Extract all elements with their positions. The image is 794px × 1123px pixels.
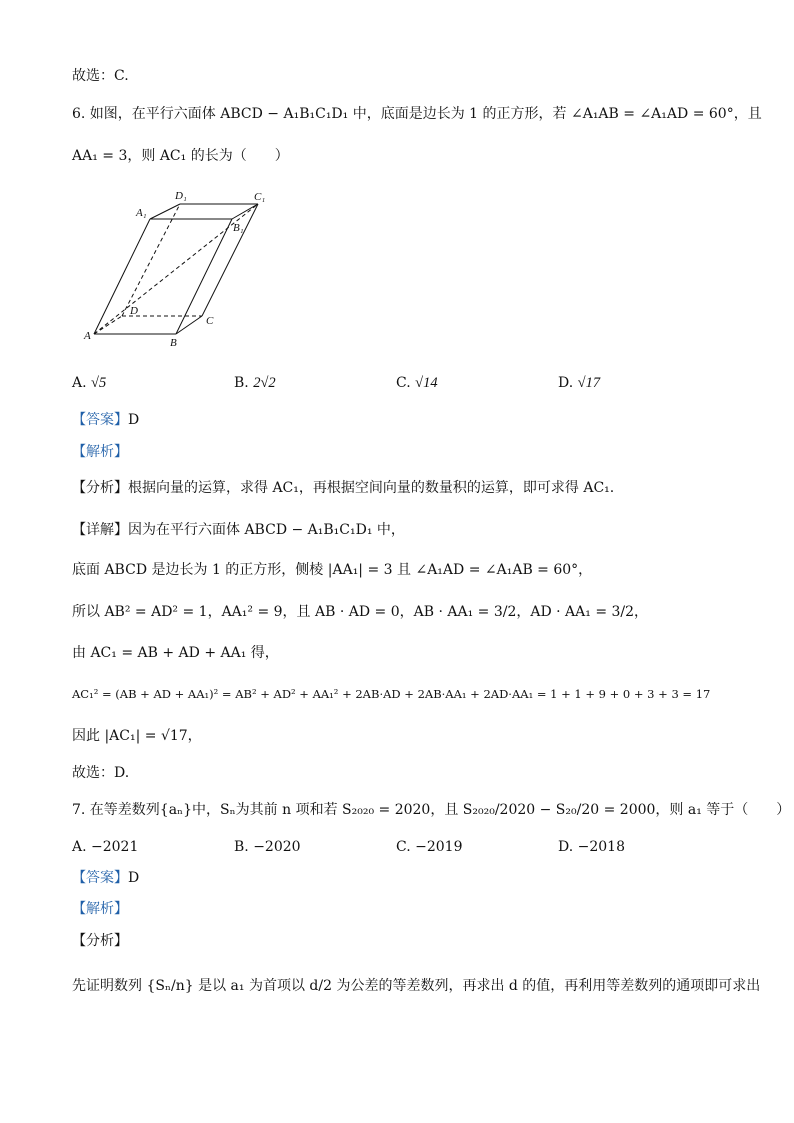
label-A1: A₁: [136, 207, 147, 219]
q6-option-b: [234, 373, 276, 393]
analysis-tag: 【解析】: [72, 444, 128, 460]
q7-option-d: [558, 837, 625, 857]
answer-value: D: [128, 412, 140, 428]
q6-solution-line2: 底面 ABCD 是边长为 1 的正方形，侧棱 |AA₁| = 3 且 ∠A₁AD = ∠A₁AB = 60°，: [72, 562, 593, 578]
q6-solution-line5: AC₁² = (AB + AD + AA₁)² = AB² + AD² + AA₁² + 2AB·AD + 2AB·AA₁ + 2AD·AA₁ = 1 + 1 + 9 + 0 + 3 + 3 = 17: [72, 687, 711, 701]
option-label: D.: [558, 375, 574, 391]
q6-option-c: [396, 373, 438, 393]
option-value: √17: [577, 375, 601, 391]
q6-solution-line3: 所以 AB² = AD² = 1，AA₁² = 9，且 AB · AD = 0，AB · AA₁ = 3/2，AD · AA₁ = 3/2，: [72, 604, 649, 620]
xiangjie-tag: 【详解】: [72, 522, 128, 538]
edge-A1D1: [150, 204, 180, 219]
q6-answer: [72, 410, 139, 430]
q7-analysis-heading: [72, 899, 128, 919]
q6-option-a: [72, 373, 106, 393]
option-value: −2020: [253, 839, 301, 855]
option-value: −2021: [91, 839, 139, 855]
label-C: C: [206, 315, 214, 327]
edge-BB1: [176, 219, 232, 334]
fenxi-text: 根据向量的运算，求得 AC₁，再根据空间向量的数量积的运算，即可求得 AC₁.: [128, 480, 615, 496]
option-label: B.: [234, 375, 249, 391]
label-B: B: [170, 337, 177, 348]
option-label: C.: [396, 375, 411, 391]
xiangjie-text: 因为在平行六面体 ABCD − A₁B₁C₁D₁ 中，: [128, 522, 405, 538]
q6-solution-line6: 因此 |AC₁| = √17，: [72, 728, 202, 744]
edge-CC1: [202, 204, 258, 316]
option-value: √14: [415, 375, 438, 391]
q6-stem-line2: AA₁ = 3，则 AC₁ 的长为（ ）: [72, 148, 289, 164]
option-label: D.: [558, 839, 574, 855]
option-label: A.: [72, 375, 87, 391]
q7-fenxi-text: 先证明数列 {Sₙ/n} 是以 a₁ 为首项以 d/2 为公差的等差数列，再求出 d 的值，再利用等差数列的通项即可求出: [72, 978, 761, 994]
parallelepiped-figure: [82, 186, 282, 348]
q7-option-a: [72, 837, 138, 857]
label-C1: C₁: [254, 191, 266, 203]
answer-tag: 【答案】: [72, 870, 128, 886]
previous-conclusion: 故选：C.: [72, 68, 129, 84]
fenxi-tag: 【分析】: [72, 480, 128, 496]
edge-DD1: [122, 204, 180, 316]
option-label: C.: [396, 839, 411, 855]
option-value: √5: [91, 375, 107, 391]
label-A: A: [84, 330, 91, 342]
label-B1: B₁: [233, 222, 244, 234]
q7-stem: 7. 在等差数列{aₙ}中，Sₙ为其前 n 项和若 S₂₀₂₀ = 2020，且 S₂₀₂₀/2020 − S₂₀/20 = 2000，则 a₁ 等于（ ）: [72, 802, 791, 818]
q6-stem-line1: 6. 如图，在平行六面体 ABCD − A₁B₁C₁D₁ 中，底面是边长为 1 的正方形，若 ∠A₁AB = ∠A₁AD = 60°，且: [72, 106, 762, 122]
q6-solution-line4: 由 AC₁ = AB + AD + AA₁ 得，: [72, 645, 279, 661]
option-label: A.: [72, 839, 87, 855]
option-label: B.: [234, 839, 249, 855]
option-value: 2√2: [253, 375, 276, 391]
parallelepiped-diagram: [82, 186, 282, 348]
q7-option-c: [396, 837, 462, 857]
analysis-tag: 【解析】: [72, 901, 128, 917]
q6-xiangjie: [72, 520, 405, 540]
label-D1: D₁: [175, 190, 187, 202]
answer-tag: 【答案】: [72, 412, 128, 428]
label-D: D: [130, 305, 138, 317]
q7-fenxi-heading: 【分析】: [72, 933, 128, 949]
option-value: −2019: [415, 839, 463, 855]
answer-value: D: [128, 870, 140, 886]
edge-AA1: [94, 219, 150, 334]
q6-option-d: [558, 373, 600, 393]
q6-fenxi: [72, 478, 614, 498]
option-value: −2018: [577, 839, 625, 855]
q7-option-b: [234, 837, 301, 857]
q6-conclusion: 故选：D.: [72, 765, 130, 781]
q7-answer: [72, 868, 139, 888]
q6-analysis-heading: [72, 442, 128, 462]
